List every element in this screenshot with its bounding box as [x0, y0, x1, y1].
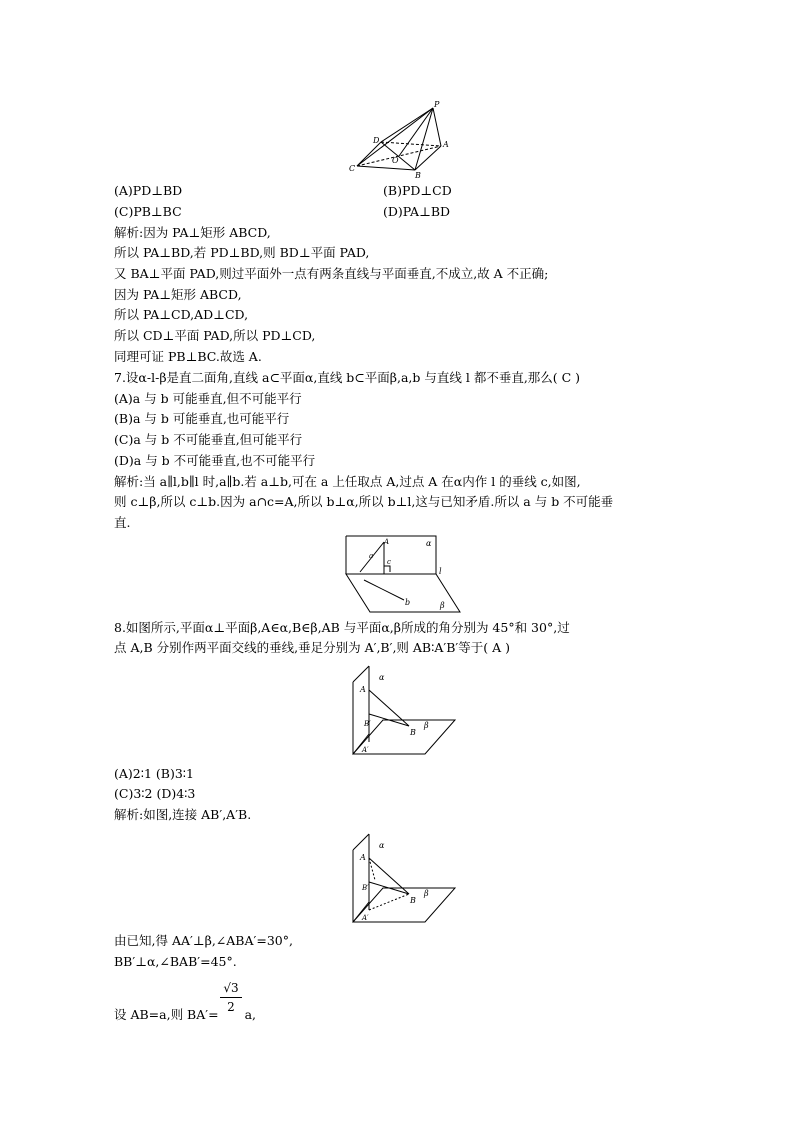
label-line-c: c	[387, 558, 391, 566]
q7-option-a: (A)a 与 b 可能垂直,但不可能平行	[114, 391, 302, 406]
label-b-prime: B′	[364, 720, 371, 728]
q7-option-d: (D)a 与 b 不可能垂直,也不可能平行	[114, 453, 316, 468]
label-a: A	[360, 853, 366, 862]
label-point-a: A	[384, 538, 390, 546]
q7-solution-line: 则 c⊥β,所以 c⊥b.因为 a∩c=A,所以 b⊥α,所以 b⊥l,这与已知矛盾.所以 a 与 b 不可能垂	[114, 494, 614, 509]
q6-solution-line: 所以 PA⊥CD,AD⊥CD,	[114, 307, 249, 322]
q6-option-a: (A)PD⊥BD	[114, 183, 183, 198]
q6-solution-line: 所以 CD⊥平面 PAD,所以 PD⊥CD,	[114, 328, 316, 343]
label-d: D	[373, 136, 380, 145]
label-line-a: a	[369, 552, 374, 560]
q6-option-b: (B)PD⊥CD	[383, 183, 452, 198]
label-line-b: b	[405, 598, 411, 607]
q6-option-c: (C)PB⊥BC	[114, 204, 182, 219]
q6-solution-line: 因为 PA⊥矩形 ABCD,	[114, 287, 242, 302]
label-alpha: α	[426, 539, 432, 548]
q8-solution-line: BB′⊥α,∠BAB′=45°.	[114, 954, 237, 969]
pyramid-figure	[345, 100, 455, 178]
label-a: A	[360, 685, 366, 694]
q6-option-d: (D)PA⊥BD	[383, 204, 451, 219]
label-alpha: α	[379, 673, 385, 682]
dihedral-figure-q7	[336, 532, 462, 616]
label-b: B	[415, 171, 421, 178]
label-alpha: α	[379, 841, 385, 850]
q6-solution-line: 同理可证 PB⊥BC.故选 A.	[114, 349, 262, 364]
label-a: A	[443, 140, 449, 149]
q8-solution-line: 由已知,得 AA′⊥β,∠ABA′=30°,	[114, 933, 293, 948]
label-a-prime: A′	[362, 746, 369, 754]
q7-stem: 7.设α-l-β是直二面角,直线 a⊂平面α,直线 b⊂平面β,a,b 与直线 l 都不垂直,那么( C )	[114, 370, 581, 385]
label-o: O	[392, 156, 399, 165]
q7-solution-line: 解析:当 a∥l,b∥l 时,a∥b.若 a⊥b,可在 a 上任取点 A,过点 A 在α内作 l 的垂线 c,如图,	[114, 474, 581, 489]
label-line-l: l	[439, 567, 442, 576]
label-a-prime: A′	[362, 914, 369, 922]
label-beta: β	[424, 889, 429, 898]
fraction-numerator: √3	[220, 981, 242, 998]
q8-options-row-1: (A)2∶1 (B)3∶1	[114, 766, 195, 781]
q6-option-row-1	[114, 183, 452, 199]
q8-options-row-2: (C)3∶2 (D)4∶3	[114, 786, 196, 801]
fraction-prefix: 设 AB=a,则 BA′=	[114, 1007, 219, 1022]
q7-option-c: (C)a 与 b 不可能垂直,但可能平行	[114, 432, 303, 447]
fraction-suffix: a,	[244, 1007, 257, 1022]
label-b: B	[410, 728, 416, 737]
q8-stem-line: 点 A,B 分别作两平面交线的垂线,垂足分别为 A′,B′,则 AB∶A′B′等于( A )	[114, 640, 510, 655]
label-beta: β	[424, 721, 429, 730]
fraction-denominator: 2	[227, 1000, 235, 1014]
q8-solution-line: 解析:如图,连接 AB′,A′B.	[114, 807, 252, 822]
dihedral-figure-q8-solution	[347, 832, 459, 928]
q8-stem-line: 8.如图所示,平面α⊥平面β,A∈α,B∈β,AB 与平面α,β所成的角分别为 45°和 30°,过	[114, 620, 570, 635]
label-beta: β	[440, 601, 445, 610]
q6-option-row-2	[114, 204, 451, 220]
dihedral-figure-q8	[347, 664, 459, 760]
label-c: C	[349, 164, 356, 173]
q6-solution-line: 所以 PA⊥BD,若 PD⊥BD,则 BD⊥平面 PAD,	[114, 245, 370, 260]
label-p: P	[434, 100, 440, 109]
q7-solution-line: 直.	[114, 515, 131, 530]
label-b-prime: B′	[362, 884, 369, 892]
label-b: B	[410, 896, 416, 905]
q6-solution-line: 解析:因为 PA⊥矩形 ABCD,	[114, 225, 271, 240]
q6-solution-line: 又 BA⊥平面 PAD,则过平面外一点有两条直线与平面垂直,不成立,故 A 不正确;	[114, 266, 549, 281]
q7-option-b: (B)a 与 b 可能垂直,也可能平行	[114, 411, 290, 426]
